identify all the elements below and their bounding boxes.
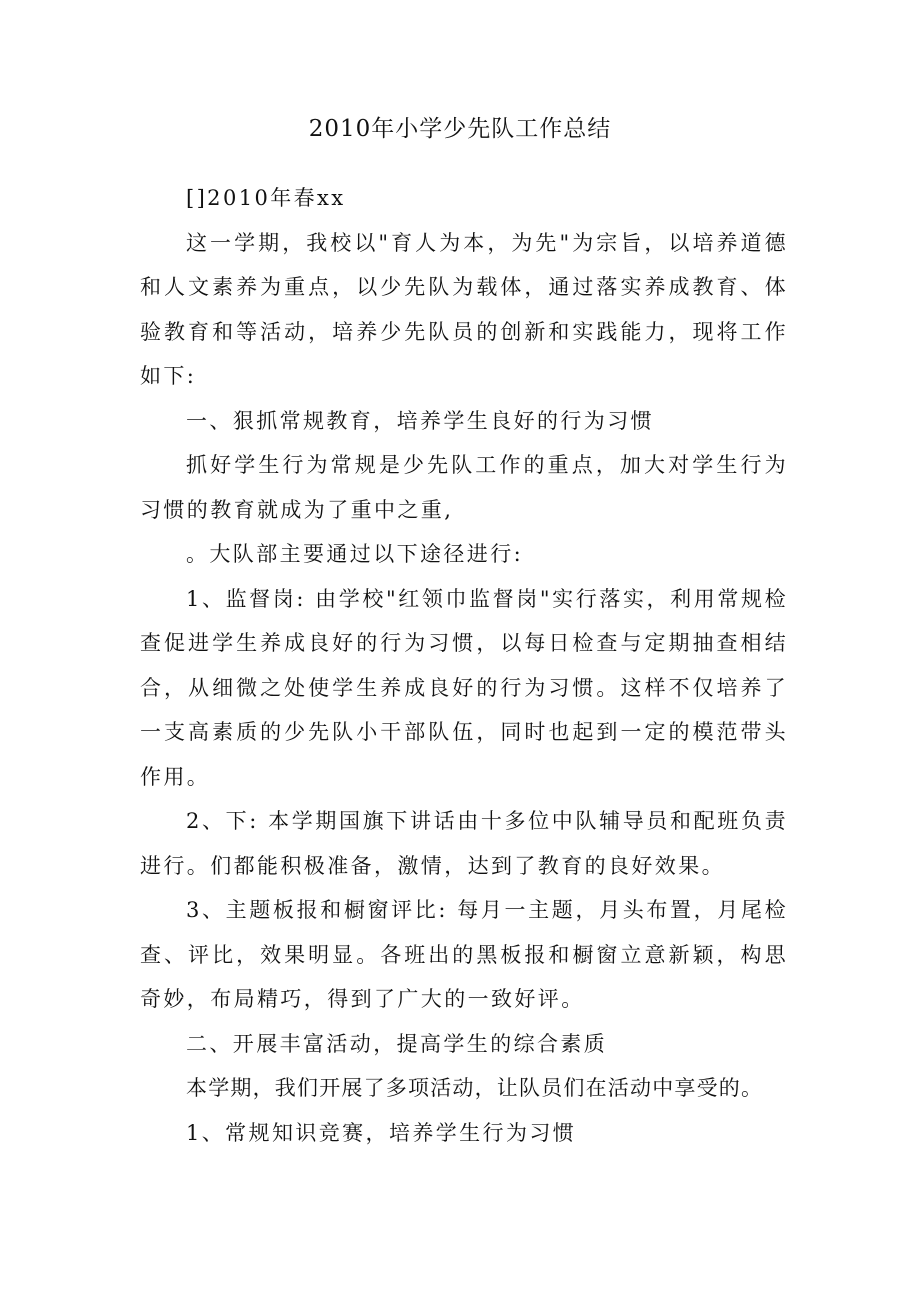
- paragraph-section-1: 抓好学生行为常规是少先队工作的重点，加大对学生行为习惯的教育就成为了重中之重,: [140, 453, 788, 522]
- paragraph-approach: 。大队部主要通过以下途径进行:: [186, 542, 524, 566]
- paragraph-activity-1: 1、常规知识竞赛，培养学生行为习惯: [186, 1120, 577, 1145]
- paragraph-item-3: 3、主题板报和橱窗评比: 每月一主题，月头布置，月尾检查、评比，效果明显。各班出的黑板报和橱窗立意新颖，构思奇妙，布局精巧，得到了广大的一致好评。: [140, 898, 788, 1011]
- paragraph-item-2: 2、下: 本学期国旗下讲话由十多位中队辅导员和配班负责进行。们都能积极准备，激情，达到了教育的良好效果。: [140, 809, 788, 878]
- paragraph-item-1: 1、监督岗: 由学校"红领巾监督岗"实行落实，利用常规检查促进学生养成良好的行为习惯，以每日检查与定期抽查相结合，从细微之处使学生养成良好的行为习惯。这样不仅培养了一支高素质的少先队小干部队伍，同时也起到一定的模范带头作用。: [140, 586, 788, 789]
- document-title: 2010年小学少先队工作总结: [308, 116, 612, 142]
- document-body: [140, 176, 788, 1155]
- paragraph-section-2: 本学期，我们开展了多项活动，让队员们在活动中享受的。: [186, 1076, 764, 1100]
- paragraph-byline: []2010年春xx: [186, 186, 346, 210]
- section-heading-1: 一、狠抓常规教育，培养学生良好的行为习惯: [186, 408, 654, 433]
- paragraph-intro: 这一学期，我校以"育人为本，为先"为宗旨，以培养道德和人文素养为重点，以少先队为载体，通过落实养成教育、体验教育和等活动，培养少先队员的创新和实践能力，现将工作如下:: [140, 230, 788, 388]
- section-heading-2: 二、开展丰富活动，提高学生的综合素质: [186, 1031, 608, 1056]
